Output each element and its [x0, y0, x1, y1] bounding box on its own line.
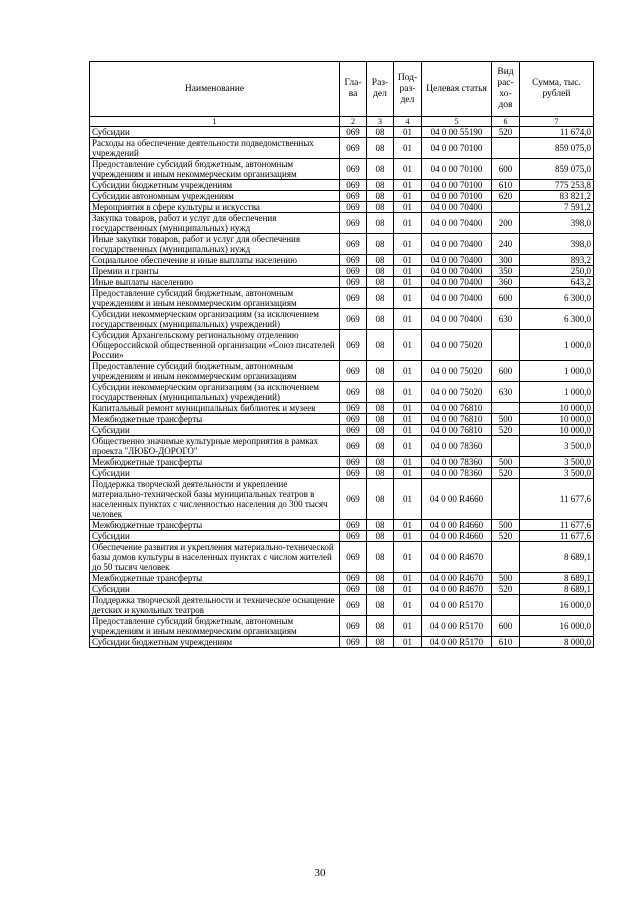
cell-razdel: 08: [367, 382, 394, 403]
cell-summa: 1 000,0: [520, 382, 594, 403]
column-number: 7: [520, 117, 594, 127]
cell-celevaya-statya: 04 0 00 70100: [422, 159, 492, 180]
cell-razdel: 08: [367, 414, 394, 425]
cell-glava: 069: [340, 425, 367, 436]
cell-celevaya-statya: 04 0 00 75020: [422, 330, 492, 361]
cell-celevaya-statya: 04 0 00 70400: [422, 288, 492, 309]
cell-summa: 7 591,2: [520, 202, 594, 213]
cell-name: Поддержка творческой деятельности и укрепление материально-технической базы муниципальных театров в населенных пунктах с численностью населения до 300 тысяч человек: [90, 479, 340, 520]
cell-razdel: 08: [367, 213, 394, 234]
cell-vid-rashodov: 520: [492, 584, 520, 595]
cell-name: Субсидии некоммерческим организациям (за исключением государственных (муниципальных) учреждений): [90, 382, 340, 403]
cell-summa: 83 821,2: [520, 191, 594, 202]
cell-celevaya-statya: 04 0 00 76810: [422, 414, 492, 425]
cell-razdel: 08: [367, 180, 394, 191]
cell-summa: 398,0: [520, 234, 594, 255]
cell-razdel: 08: [367, 425, 394, 436]
header-celevaya-statya: Целевая статья: [422, 62, 492, 117]
cell-razdel: 08: [367, 520, 394, 531]
cell-name: Субсидии: [90, 127, 340, 138]
cell-podrazdel: 01: [394, 542, 422, 573]
cell-podrazdel: 01: [394, 202, 422, 213]
cell-podrazdel: 01: [394, 288, 422, 309]
cell-glava: 069: [340, 191, 367, 202]
cell-podrazdel: 01: [394, 414, 422, 425]
cell-celevaya-statya: 04 0 00 70400: [422, 309, 492, 330]
table-row: [90, 159, 594, 180]
cell-podrazdel: 01: [394, 277, 422, 288]
cell-razdel: 08: [367, 191, 394, 202]
cell-vid-rashodov: 630: [492, 382, 520, 403]
cell-celevaya-statya: 04 0 00 76810: [422, 403, 492, 414]
cell-vid-rashodov: 600: [492, 616, 520, 637]
table-row: [90, 330, 594, 361]
cell-podrazdel: 01: [394, 180, 422, 191]
cell-summa: 6 300,0: [520, 288, 594, 309]
cell-summa: 16 000,0: [520, 595, 594, 616]
cell-vid-rashodov: [492, 479, 520, 520]
cell-summa: 11 677,6: [520, 520, 594, 531]
cell-podrazdel: 01: [394, 584, 422, 595]
cell-name: Межбюджетные трансферты: [90, 414, 340, 425]
cell-name: Закупка товаров, работ и услуг для обеспечения государственных (муниципальных) нужд: [90, 213, 340, 234]
cell-summa: 11 677,6: [520, 479, 594, 520]
cell-glava: 069: [340, 180, 367, 191]
cell-podrazdel: 01: [394, 213, 422, 234]
cell-razdel: 08: [367, 457, 394, 468]
cell-name: Субсидии: [90, 468, 340, 479]
cell-vid-rashodov: [492, 138, 520, 159]
cell-razdel: 08: [367, 330, 394, 361]
cell-razdel: 08: [367, 479, 394, 520]
cell-razdel: 08: [367, 277, 394, 288]
column-number: 3: [367, 117, 394, 127]
cell-vid-rashodov: [492, 403, 520, 414]
cell-name: Премии и гранты: [90, 266, 340, 277]
cell-vid-rashodov: [492, 202, 520, 213]
cell-celevaya-statya: 04 0 00 R4660: [422, 531, 492, 542]
table-row: [90, 127, 594, 138]
cell-vid-rashodov: 600: [492, 159, 520, 180]
cell-celevaya-statya: 04 0 00 70400: [422, 255, 492, 266]
cell-podrazdel: 01: [394, 309, 422, 330]
cell-vid-rashodov: 610: [492, 180, 520, 191]
cell-razdel: 08: [367, 127, 394, 138]
cell-glava: 069: [340, 266, 367, 277]
cell-podrazdel: 01: [394, 637, 422, 648]
cell-summa: 10 000,0: [520, 425, 594, 436]
table-row: [90, 382, 594, 403]
cell-podrazdel: 01: [394, 361, 422, 382]
cell-glava: 069: [340, 584, 367, 595]
header-razdel: Раз-дел: [367, 62, 394, 117]
cell-name: Капитальный ремонт муниципальных библиотек и музеев: [90, 403, 340, 414]
cell-celevaya-statya: 04 0 00 78360: [422, 436, 492, 457]
table-row: [90, 309, 594, 330]
table-row: [90, 531, 594, 542]
cell-podrazdel: 01: [394, 382, 422, 403]
cell-name: Общественно значимые культурные мероприятия в рамках проекта "ЛЮБО-ДОРОГО": [90, 436, 340, 457]
cell-summa: 859 075,0: [520, 159, 594, 180]
table-row: [90, 361, 594, 382]
cell-vid-rashodov: 500: [492, 573, 520, 584]
table-row: [90, 520, 594, 531]
cell-celevaya-statya: 04 0 00 70400: [422, 202, 492, 213]
cell-name: Иные закупки товаров, работ и услуг для обеспечения государственных (муниципальных) нужд: [90, 234, 340, 255]
cell-summa: 859 075,0: [520, 138, 594, 159]
cell-celevaya-statya: 04 0 00 75020: [422, 361, 492, 382]
table-row: [90, 138, 594, 159]
cell-glava: 069: [340, 457, 367, 468]
cell-celevaya-statya: 04 0 00 R5170: [422, 595, 492, 616]
cell-celevaya-statya: 04 0 00 R4670: [422, 573, 492, 584]
cell-celevaya-statya: 04 0 00 R4660: [422, 520, 492, 531]
cell-podrazdel: 01: [394, 425, 422, 436]
cell-podrazdel: 01: [394, 616, 422, 637]
cell-name: Межбюджетные трансферты: [90, 520, 340, 531]
cell-razdel: 08: [367, 234, 394, 255]
table-body: [90, 127, 594, 648]
cell-celevaya-statya: 04 0 00 70100: [422, 180, 492, 191]
cell-glava: 069: [340, 234, 367, 255]
cell-summa: 893,2: [520, 255, 594, 266]
cell-summa: 8 689,1: [520, 573, 594, 584]
cell-glava: 069: [340, 573, 367, 584]
cell-razdel: 08: [367, 159, 394, 180]
cell-glava: 069: [340, 414, 367, 425]
cell-razdel: 08: [367, 616, 394, 637]
cell-vid-rashodov: [492, 595, 520, 616]
cell-glava: 069: [340, 330, 367, 361]
cell-glava: 069: [340, 382, 367, 403]
table-row: [90, 457, 594, 468]
header-name: Наименование: [90, 62, 340, 117]
cell-vid-rashodov: 350: [492, 266, 520, 277]
cell-razdel: 08: [367, 637, 394, 648]
cell-name: Предоставление субсидий бюджетным, автономным учреждениям и иным некоммерческим организациям: [90, 361, 340, 382]
cell-summa: 250,0: [520, 266, 594, 277]
cell-glava: 069: [340, 277, 367, 288]
cell-razdel: 08: [367, 309, 394, 330]
cell-summa: 1 000,0: [520, 361, 594, 382]
cell-vid-rashodov: 610: [492, 637, 520, 648]
cell-razdel: 08: [367, 542, 394, 573]
cell-summa: 8 000,0: [520, 637, 594, 648]
header-glava: Гла-ва: [340, 62, 367, 117]
cell-name: Расходы на обеспечение деятельности подведомственных учреждений: [90, 138, 340, 159]
cell-name: Обеспечение развития и укрепления материально-технической базы домов культуры в населенных пунктах с числом жителей до 50 тысяч человек: [90, 542, 340, 573]
table-row: [90, 266, 594, 277]
cell-vid-rashodov: 500: [492, 520, 520, 531]
cell-glava: 069: [340, 468, 367, 479]
cell-podrazdel: 01: [394, 531, 422, 542]
table-row: [90, 213, 594, 234]
cell-razdel: 08: [367, 595, 394, 616]
header-podrazdel: Под-раз-дел: [394, 62, 422, 117]
cell-summa: 3 500,0: [520, 468, 594, 479]
cell-summa: 1 000,0: [520, 330, 594, 361]
cell-vid-rashodov: 500: [492, 457, 520, 468]
cell-razdel: 08: [367, 403, 394, 414]
cell-celevaya-statya: 04 0 00 70100: [422, 138, 492, 159]
header-summa: Сумма, тыс. рублей: [520, 62, 594, 117]
cell-celevaya-statya: 04 0 00 R4660: [422, 479, 492, 520]
cell-summa: 11 677,6: [520, 531, 594, 542]
cell-vid-rashodov: 520: [492, 468, 520, 479]
cell-razdel: 08: [367, 361, 394, 382]
cell-podrazdel: 01: [394, 403, 422, 414]
column-number: 6: [492, 117, 520, 127]
table-row: [90, 573, 594, 584]
cell-podrazdel: 01: [394, 479, 422, 520]
cell-razdel: 08: [367, 202, 394, 213]
cell-razdel: 08: [367, 288, 394, 309]
table-row: [90, 637, 594, 648]
cell-vid-rashodov: [492, 330, 520, 361]
cell-razdel: 08: [367, 468, 394, 479]
cell-razdel: 08: [367, 584, 394, 595]
cell-razdel: 08: [367, 531, 394, 542]
cell-glava: 069: [340, 637, 367, 648]
cell-name: Иные выплаты населению: [90, 277, 340, 288]
cell-name: Межбюджетные трансферты: [90, 573, 340, 584]
table-row: [90, 595, 594, 616]
cell-name: Социальное обеспечение и иные выплаты населению: [90, 255, 340, 266]
cell-vid-rashodov: 520: [492, 425, 520, 436]
cell-vid-rashodov: 600: [492, 288, 520, 309]
table-row: [90, 202, 594, 213]
cell-glava: 069: [340, 520, 367, 531]
cell-celevaya-statya: 04 0 00 R5170: [422, 616, 492, 637]
cell-name: Межбюджетные трансферты: [90, 457, 340, 468]
cell-celevaya-statya: 04 0 00 R4670: [422, 584, 492, 595]
table-row: [90, 234, 594, 255]
cell-glava: 069: [340, 309, 367, 330]
cell-podrazdel: 01: [394, 159, 422, 180]
cell-name: Субсидия Архангельскому региональному отделению Общероссийской общественной организации «Союз писателей России»: [90, 330, 340, 361]
cell-name: Субсидии: [90, 584, 340, 595]
cell-glava: 069: [340, 255, 367, 266]
cell-razdel: 08: [367, 573, 394, 584]
table-row: [90, 277, 594, 288]
cell-name: Субсидии автономным учреждениям: [90, 191, 340, 202]
cell-podrazdel: 01: [394, 330, 422, 361]
table-row: [90, 191, 594, 202]
cell-vid-rashodov: 240: [492, 234, 520, 255]
cell-razdel: 08: [367, 436, 394, 457]
cell-summa: 8 689,1: [520, 584, 594, 595]
cell-vid-rashodov: [492, 436, 520, 457]
table-row: [90, 542, 594, 573]
cell-celevaya-statya: 04 0 00 78360: [422, 468, 492, 479]
cell-glava: 069: [340, 616, 367, 637]
cell-celevaya-statya: 04 0 00 76810: [422, 425, 492, 436]
cell-summa: 10 000,0: [520, 414, 594, 425]
table-row: [90, 255, 594, 266]
cell-celevaya-statya: 04 0 00 70400: [422, 234, 492, 255]
table-row: [90, 468, 594, 479]
cell-podrazdel: 01: [394, 457, 422, 468]
header-vid-rashodov: Вид рас-хо-дов: [492, 62, 520, 117]
cell-podrazdel: 01: [394, 127, 422, 138]
cell-glava: 069: [340, 436, 367, 457]
cell-summa: 3 500,0: [520, 436, 594, 457]
cell-celevaya-statya: 04 0 00 R5170: [422, 637, 492, 648]
table-header: [90, 62, 594, 127]
cell-vid-rashodov: 500: [492, 414, 520, 425]
cell-glava: 069: [340, 361, 367, 382]
cell-vid-rashodov: [492, 542, 520, 573]
cell-vid-rashodov: 630: [492, 309, 520, 330]
column-number: 4: [394, 117, 422, 127]
table-row: [90, 425, 594, 436]
cell-razdel: 08: [367, 138, 394, 159]
cell-summa: 10 000,0: [520, 403, 594, 414]
table-row: [90, 180, 594, 191]
cell-podrazdel: 01: [394, 520, 422, 531]
cell-summa: 8 689,1: [520, 542, 594, 573]
column-number: 1: [90, 117, 340, 127]
cell-summa: 398,0: [520, 213, 594, 234]
cell-celevaya-statya: 04 0 00 75020: [422, 382, 492, 403]
cell-glava: 069: [340, 479, 367, 520]
cell-celevaya-statya: 04 0 00 70100: [422, 191, 492, 202]
cell-celevaya-statya: 04 0 00 R4670: [422, 542, 492, 573]
cell-razdel: 08: [367, 266, 394, 277]
table-row: [90, 436, 594, 457]
cell-name: Предоставление субсидий бюджетным, автономным учреждениям и иным некоммерческим организациям: [90, 159, 340, 180]
cell-name: Мероприятия в сфере культуры и искусства: [90, 202, 340, 213]
table-row: [90, 584, 594, 595]
cell-glava: 069: [340, 127, 367, 138]
cell-celevaya-statya: 04 0 00 70400: [422, 277, 492, 288]
budget-table: [89, 61, 594, 648]
cell-podrazdel: 01: [394, 436, 422, 457]
page-number: 30: [314, 867, 326, 879]
cell-celevaya-statya: 04 0 00 70400: [422, 213, 492, 234]
cell-vid-rashodov: 200: [492, 213, 520, 234]
cell-summa: 3 500,0: [520, 457, 594, 468]
cell-glava: 069: [340, 531, 367, 542]
cell-podrazdel: 01: [394, 191, 422, 202]
cell-podrazdel: 01: [394, 266, 422, 277]
cell-celevaya-statya: 04 0 00 78360: [422, 457, 492, 468]
cell-podrazdel: 01: [394, 468, 422, 479]
cell-vid-rashodov: 300: [492, 255, 520, 266]
cell-vid-rashodov: 520: [492, 127, 520, 138]
table-row: [90, 288, 594, 309]
cell-glava: 069: [340, 138, 367, 159]
table-row: [90, 479, 594, 520]
cell-name: Субсидии бюджетным учреждениям: [90, 637, 340, 648]
cell-summa: 643,2: [520, 277, 594, 288]
cell-vid-rashodov: 520: [492, 531, 520, 542]
cell-glava: 069: [340, 288, 367, 309]
cell-summa: 16 000,0: [520, 616, 594, 637]
cell-glava: 069: [340, 202, 367, 213]
cell-celevaya-statya: 04 0 00 70400: [422, 266, 492, 277]
column-number-row: [90, 117, 594, 127]
table-row: [90, 616, 594, 637]
cell-glava: 069: [340, 403, 367, 414]
cell-summa: 11 674,0: [520, 127, 594, 138]
column-number: 2: [340, 117, 367, 127]
cell-razdel: 08: [367, 255, 394, 266]
cell-glava: 069: [340, 213, 367, 234]
column-number: 5: [422, 117, 492, 127]
cell-name: Субсидии: [90, 531, 340, 542]
cell-glava: 069: [340, 542, 367, 573]
cell-name: Субсидии некоммерческим организациям (за исключением государственных (муниципальных) учреждений): [90, 309, 340, 330]
cell-name: Предоставление субсидий бюджетным, автономным учреждениям и иным некоммерческим организациям: [90, 288, 340, 309]
cell-glava: 069: [340, 595, 367, 616]
cell-vid-rashodov: 600: [492, 361, 520, 382]
cell-podrazdel: 01: [394, 138, 422, 159]
cell-podrazdel: 01: [394, 234, 422, 255]
cell-name: Предоставление субсидий бюджетным, автономным учреждениям и иным некоммерческим организациям: [90, 616, 340, 637]
cell-glava: 069: [340, 159, 367, 180]
cell-podrazdel: 01: [394, 573, 422, 584]
cell-podrazdel: 01: [394, 255, 422, 266]
cell-name: Субсидии: [90, 425, 340, 436]
table-row: [90, 403, 594, 414]
table-row: [90, 414, 594, 425]
cell-vid-rashodov: 360: [492, 277, 520, 288]
cell-vid-rashodov: 620: [492, 191, 520, 202]
cell-summa: 775 253,8: [520, 180, 594, 191]
cell-summa: 6 300,0: [520, 309, 594, 330]
cell-name: Поддержка творческой деятельности и техническое оснащение детских и кукольных театров: [90, 595, 340, 616]
cell-celevaya-statya: 04 0 00 55190: [422, 127, 492, 138]
cell-name: Субсидии бюджетным учреждениям: [90, 180, 340, 191]
cell-podrazdel: 01: [394, 595, 422, 616]
